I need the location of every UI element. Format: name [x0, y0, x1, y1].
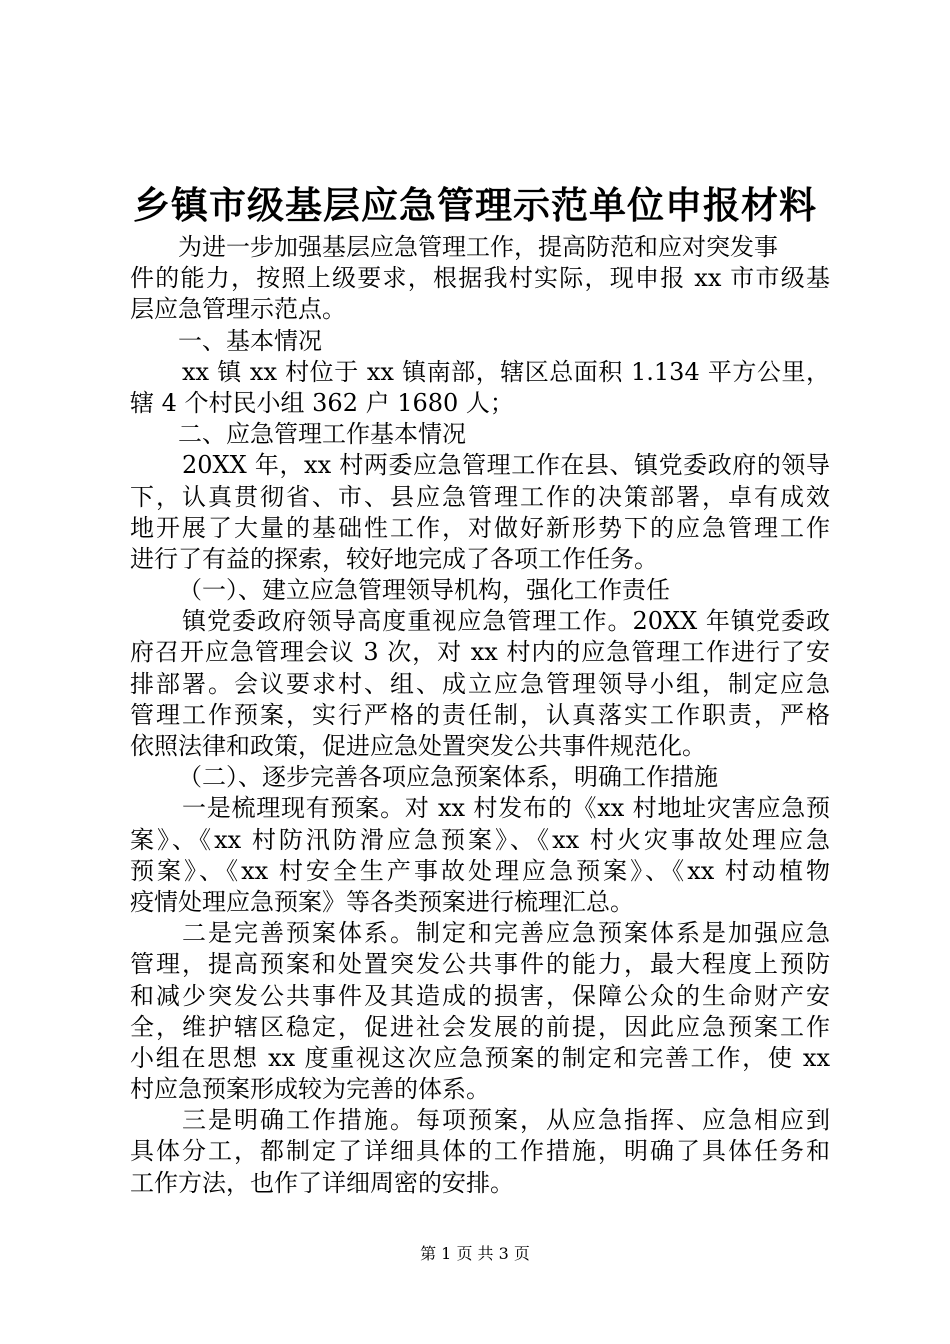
body-line: 镇党委政府领导高度重视应急管理工作。20XX 年镇党委政: [182, 607, 830, 636]
document-body: [130, 232, 830, 1199]
body-line: 三是明确工作措施。每项预案，从应急指挥、应急相应到: [182, 1106, 830, 1135]
body-line: 层应急管理示范点。: [130, 295, 346, 324]
body-line: 具体分工，都制定了详细具体的工作措施，明确了具体任务和: [130, 1137, 830, 1166]
body-line: 预案》、《xx 村安全生产事故处理应急预案》、《xx 村动植物: [130, 856, 830, 885]
body-line: 全，维护辖区稳定，促进社会发展的前提，因此应急预案工作: [130, 1012, 830, 1041]
body-line: 地开展了大量的基础性工作，对做好新形势下的应急管理工作: [130, 513, 830, 542]
subsection-heading: （一）、建立应急管理领导机构，强化工作责任: [178, 576, 670, 605]
body-line: 疫情处理应急预案》等各类预案进行梳理汇总。: [130, 887, 634, 916]
body-line: 小组在思想 xx 度重视这次应急预案的制定和完善工作，使 xx: [130, 1043, 830, 1072]
body-line: 管理，提高预案和处置突发公共事件的能力，最大程度上预防: [130, 950, 830, 979]
body-line: 和减少突发公共事件及其造成的损害，保障公众的生命财产安: [130, 981, 830, 1010]
body-line: 二是完善预案体系。制定和完善应急预案体系是加强应急: [182, 919, 830, 948]
body-line: 依照法律和政策，促进应急处置突发公共事件规范化。: [130, 732, 706, 760]
subsection-heading: （二）、逐步完善各项应急预案体系，明确工作措施: [178, 763, 718, 792]
section-heading: 一、基本情况: [178, 326, 322, 355]
body-line: 排部署。会议要求村、组、成立应急管理领导小组，制定应急: [130, 669, 830, 698]
body-line: 村应急预案形成较为完善的体系。: [130, 1075, 490, 1104]
body-line: xx 镇 xx 村位于 xx 镇南部，辖区总面积 1.134 平方公里，: [182, 357, 830, 386]
body-line: 进行了有益的探索，较好地完成了各项工作任务。: [130, 544, 658, 573]
body-line: 辖 4 个村民小组 362 户 1680 人；: [130, 388, 514, 417]
body-line: 府召开应急管理会议 3 次，对 xx 村内的应急管理工作进行了安: [130, 638, 830, 667]
body-line: 20XX 年，xx 村两委应急管理工作在县、镇党委政府的领导: [182, 451, 830, 480]
body-line: 件的能力，按照上级要求，根据我村实际，现申报 xx 市市级基: [130, 264, 830, 293]
body-line: 案》、《xx 村防汛防滑应急预案》、《xx 村火灾事故处理应急: [130, 825, 830, 854]
body-line: 管理工作预案，实行严格的责任制，认真落实工作职责，严格: [130, 700, 830, 729]
body-line: 为进一步加强基层应急管理工作，提高防范和应对突发事: [178, 233, 778, 261]
body-line: 一是梳理现有预案。对 xx 村发布的《xx 村地址灾害应急预: [182, 794, 830, 823]
section-heading: 二、应急管理工作基本情况: [178, 420, 466, 449]
page-number-footer: 第 1 页 共 3 页: [420, 1244, 530, 1263]
document-title: 乡镇市级基层应急管理示范单位申报材料: [133, 183, 817, 227]
body-line: 下，认真贯彻省、市、县应急管理工作的决策部署，卓有成效: [130, 482, 830, 511]
body-line: 工作方法，也作了详细周密的安排。: [130, 1168, 514, 1197]
